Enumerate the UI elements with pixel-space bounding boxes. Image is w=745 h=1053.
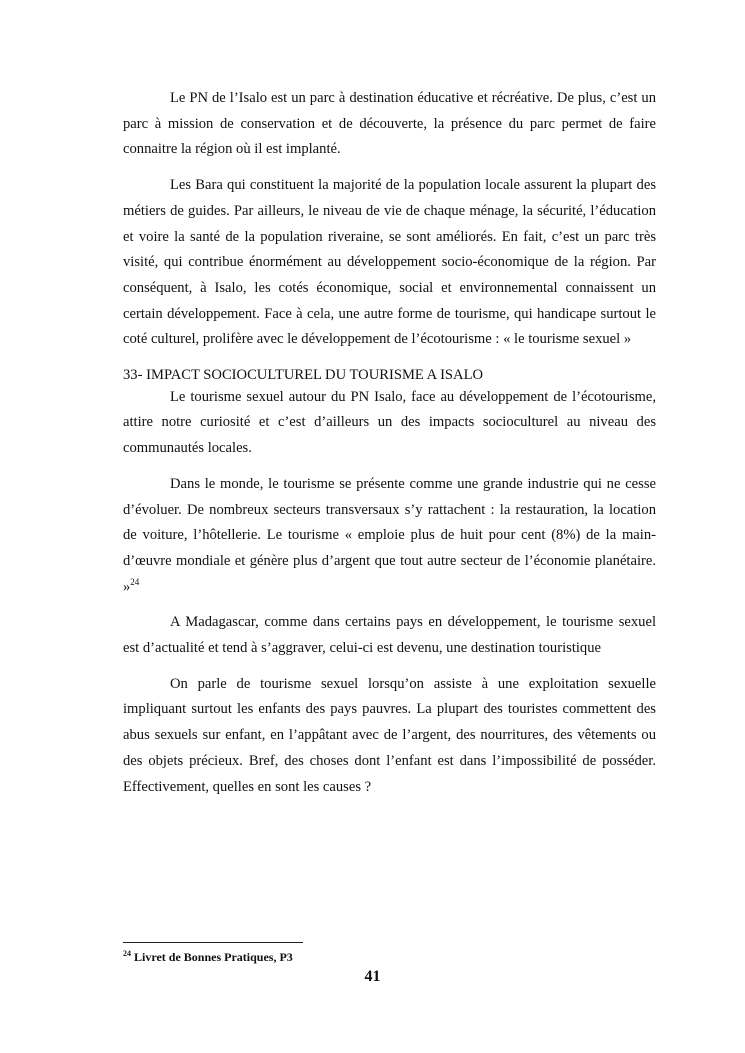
footnote-number: 24: [123, 949, 131, 958]
footnote: [123, 950, 293, 965]
paragraph-bara-population: Les Bara qui constituent la majorité de la population locale assurent la plupart des métiers de guides. Par ailleurs, le niveau de vie de chaque ménage, la sécurité, l’éducation et voire la santé de la population riveraine, se sont améliorés. En fait, c’est un parc très visité, qui contribue énormément au développement socio-économique de la région. Par conséquent, à Isalo, les cotés économique, social et environnemental connaissent un certain développement. Face à cela, une autre forme de tourisme, qui handicape surtout le coté culturel, prolifère avec le développement de l’écotourisme : « le tourisme sexuel »: [123, 177, 656, 348]
footnote-text: Livret de Bonnes Pratiques, P3: [134, 950, 293, 964]
page-number: 41: [364, 968, 381, 985]
section-heading: 33- IMPACT SOCIOCULTUREL DU TOURISME A ISALO: [123, 367, 484, 384]
paragraph-sexual-tourism-intro: Le tourisme sexuel autour du PN Isalo, face au développement de l’écotourisme, attire notre curiosité et c’est d’ailleurs un des impacts socioculturel au niveau des communautés locales.: [123, 388, 656, 457]
document-page: [123, 86, 656, 810]
paragraph-madagascar: A Madagascar, comme dans certains pays en développement, le tourisme sexuel est d’actualité et tend à s’aggraver, celui-ci est devenu, une destination touristique: [123, 614, 656, 657]
footnote-divider: [123, 942, 303, 943]
footnote-reference[interactable]: 24: [130, 576, 140, 587]
paragraph-world-tourism-text: Dans le monde, le tourisme se présente comme une grande industrie qui ne cesse d’évoluer. De nombreux secteurs transversaux s’y rattachent : la restauration, la location de voiture, l’hôtellerie. Le tourisme « emploie plus de huit pour cent (8%) de la main-d’œuvre mondiale et génère plus d’argent que tout autre secteur de l’économie planétaire. »: [123, 475, 656, 595]
paragraph-world-tourism: [123, 472, 656, 601]
paragraph-isalo-park: Le PN de l’Isalo est un parc à destination éducative et récréative. De plus, c’est un parc à mission de conservation et de découverte, la présence du parc permet de faire connaitre la région où il est implanté.: [123, 90, 656, 158]
paragraph-child-exploitation: On parle de tourisme sexuel lorsqu’on assiste à une exploitation sexuelle impliquant surtout les enfants des pays pauvres. La plupart des touristes commettent des abus sexuels sur enfant, en l’appâtant avec de l’argent, des nourritures, des vêtements ou des objets précieux. Bref, des choses dont l’enfant est dans l’impossibilité de posséder. Effectivement, quelles en sont les causes ?: [123, 675, 656, 795]
